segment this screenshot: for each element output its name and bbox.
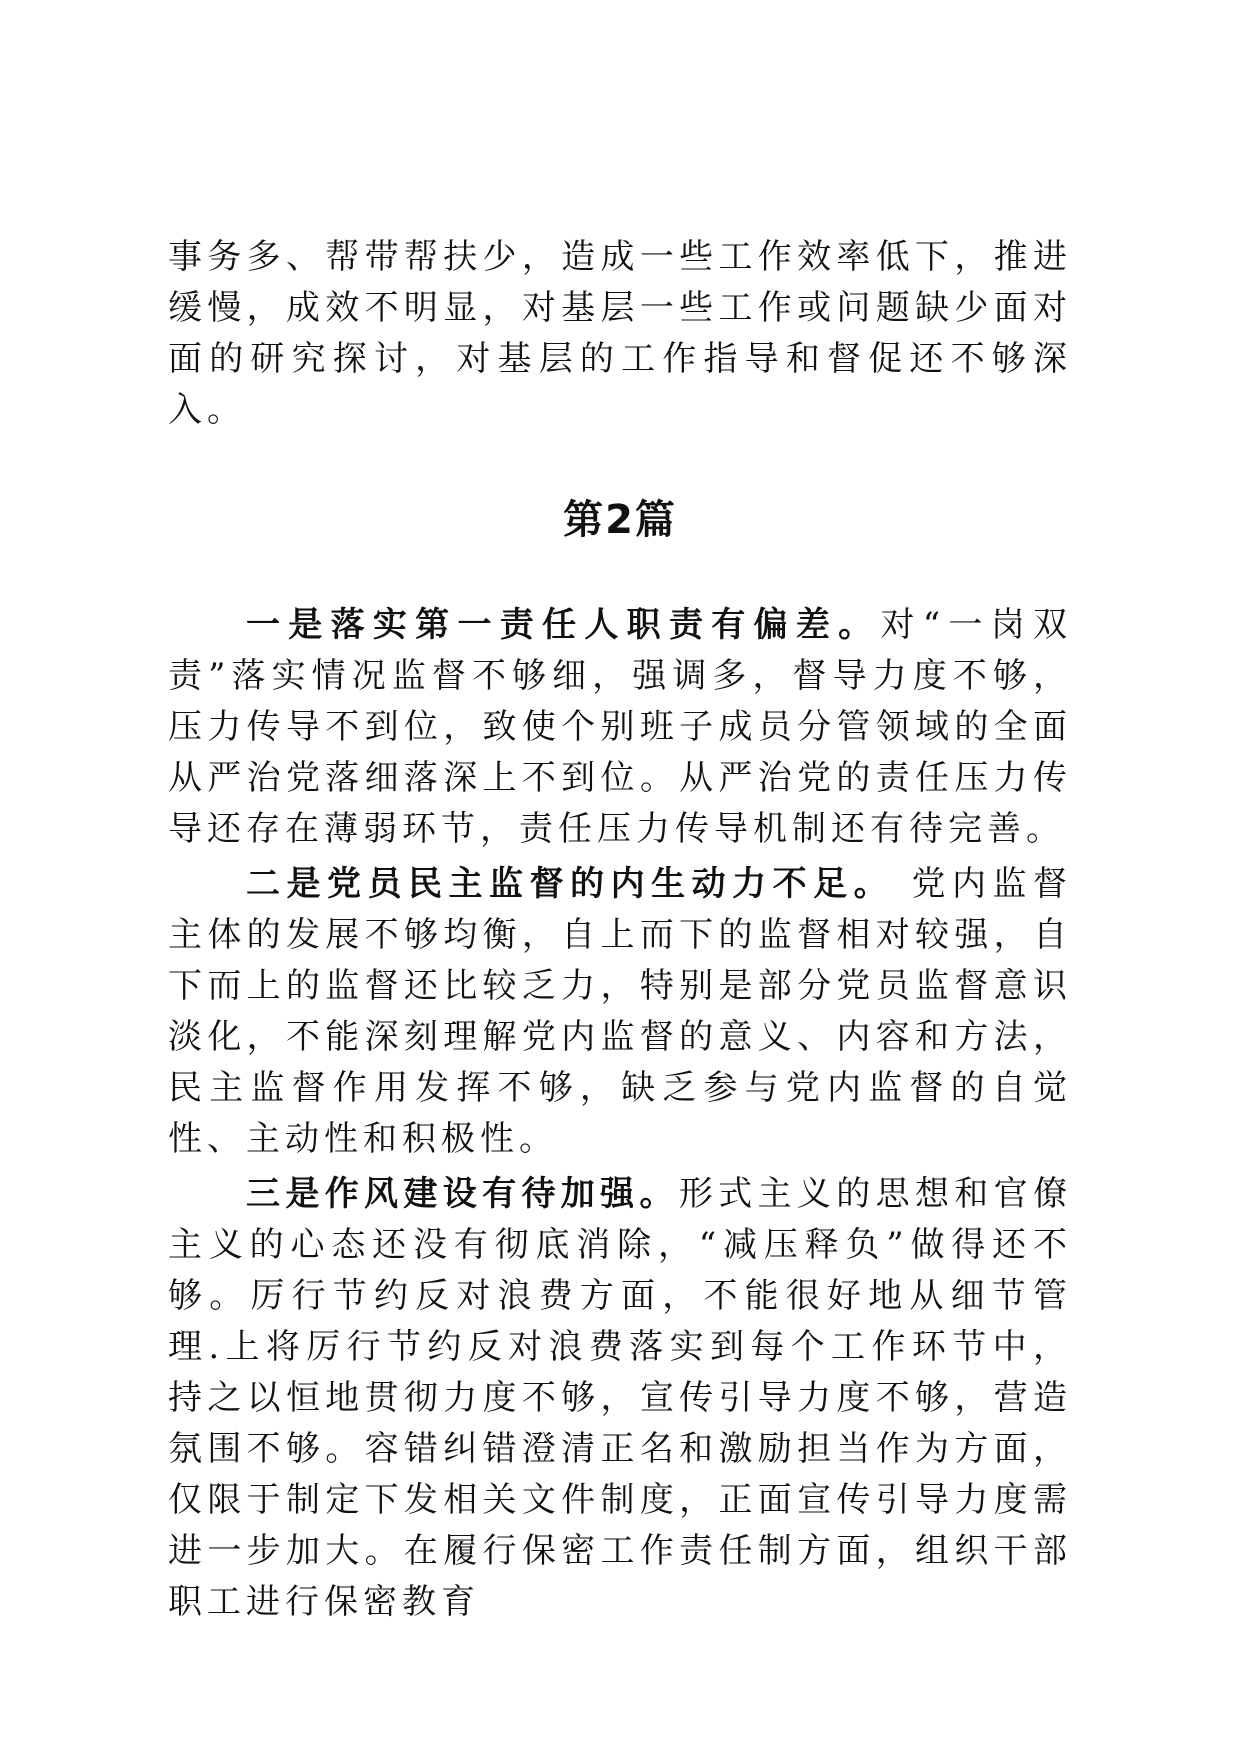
paragraph-2-lead: 二是党员民主监督的内生动力不足。	[246, 864, 895, 904]
paragraph-1-body: 对“一岗双责”落实情况监督不够细，强调多，督导力度不够，压力传导不到位，致使个别班子成员分管领域的全面从严治党落细落深上不到位。从严治党的责任压力传导还存在薄弱环节，责任压力传导机制还有待完善。	[168, 605, 1072, 849]
paragraph-3-body: 形式主义的思想和官僚主义的心态还没有彻底消除，“减压释负”做得还不够。厉行节约反对浪费方面，不能很好地从细节管理.上将厉行节约反对浪费落实到每个工作环节中，持之以恒地贯彻力度不够，宣传引导力度不够，营造氛围不够。容错纠错澄清正名和激励担当作为方面，仅限于制定下发相关文件制度，正面宣传引导力度需进一步加大。在履行保密工作责任制方面，组织干部职工进行保密教育	[168, 1174, 1073, 1622]
section-heading: 第2篇	[563, 497, 677, 543]
paragraph-2-body: 党内监督主体的发展不够均衡，自上而下的监督相对较强，自下而上的监督还比较乏力，特别是部分党员监督意识淡化，不能深刻理解党内监督的意义、内容和方法，民主监督作用发挥不够，缺乏参与党内监督的自觉性、主动性和积极性。	[168, 864, 1073, 1159]
continuation-paragraph: 事务多、帮带帮扶少，造成一些工作效率低下，推进缓慢，成效不明显，对基层一些工作或问题缺少面对面的研究探讨，对基层的工作指导和督促还不够深入。	[168, 237, 1072, 430]
document-page	[168, 232, 1072, 1628]
paragraph-1-lead: 一是落实第一责任人职责有偏差。	[246, 605, 881, 645]
paragraph-3-lead: 三是作风建设有待加强。	[246, 1174, 679, 1214]
paragraph-3	[168, 1169, 1072, 1628]
paragraph-2	[168, 859, 1072, 1165]
paragraph-1	[168, 600, 1072, 855]
